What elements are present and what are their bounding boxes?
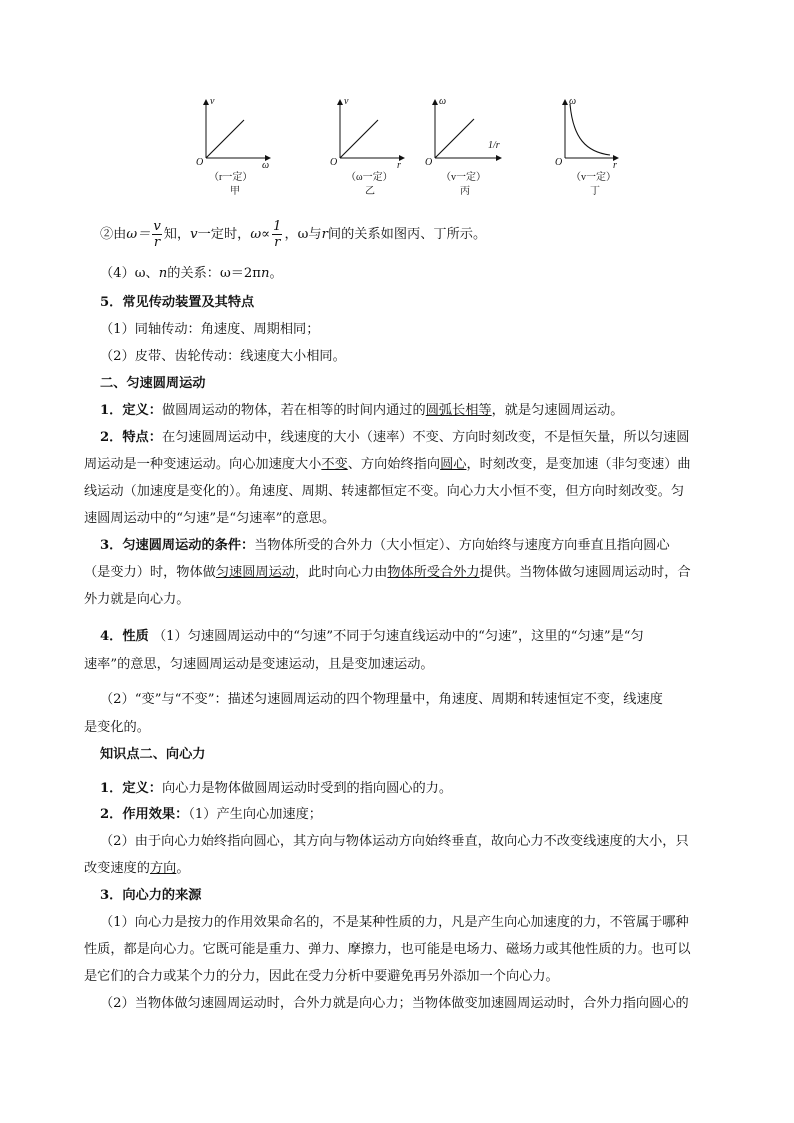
definition-paragraph: 1．定义：做圆周运动的物体，若在相等的时间内通过的圆弧长相等，就是匀速圆周运动。 xyxy=(100,403,624,418)
graph-ding xyxy=(555,96,618,197)
omega-n-relation: （4）ω、n的关系：ω＝2πn。 xyxy=(100,266,283,281)
graph-yi-origin: O xyxy=(330,157,338,168)
centripetal-definition: 1．定义：向心力是物体做圆周运动时受到的指向圆心的力。 xyxy=(100,781,453,796)
fraction-v-over-r: $\frac{v}{r}$ xyxy=(153,219,161,250)
relationship-graphs xyxy=(190,92,640,204)
effect-line-1: 2．作用效果：（1）产生向心加速度； xyxy=(100,807,322,822)
section-5-title: 5．常见传动装置及其特点 xyxy=(100,295,255,310)
graph-bing-y-label: ω xyxy=(439,96,447,107)
graph-ding-condition: （v一定） xyxy=(571,172,616,183)
graph-bing-condition: （v一定） xyxy=(441,172,486,183)
source-line-1: （1）向心力是按力的作用效果命名的，不是某种性质的力，凡是产生向心加速度的力，不管属于哪种 xyxy=(100,915,689,930)
features-line-2: 周运动是一种变速运动。向心加速度大小不变、方向始终指向圆心，时刻改变，是变加速（非匀变速）曲 xyxy=(84,457,691,472)
graph-jia-x-label: ω xyxy=(262,160,270,171)
graph-jia-y-label: v xyxy=(210,96,215,107)
knowledge-point-2-heading: 知识点二、向心力 xyxy=(100,747,206,762)
graph-bing-origin: O xyxy=(425,157,433,168)
graph-bing xyxy=(425,96,501,197)
graph-yi-y-label: v xyxy=(344,96,349,107)
graph-ding-curve xyxy=(570,104,610,155)
property-line-2: 速率”的意思，匀速圆周运动是变速运动，且是变加速运动。 xyxy=(84,657,434,672)
graph-ding-label: 丁 xyxy=(590,186,600,197)
graph-jia-label: 甲 xyxy=(230,186,240,197)
features-line-4: 速圆周运动中的“匀速”是“匀速率”的意思。 xyxy=(84,511,336,526)
features-line-1: 2．特点：在匀速圆周运动中，线速度的大小（速率）不变、方向时刻改变，不是恒矢量，所以匀速圆 xyxy=(100,430,690,445)
source-line-2: 性质，都是向心力。它既可能是重力、弹力、摩擦力，也可能是电场力、磁场力或其他性质的力。也可以 xyxy=(84,942,691,957)
graph-bing-curve xyxy=(435,119,474,158)
graph-jia-origin: O xyxy=(196,157,204,168)
graphs-svg xyxy=(190,92,640,204)
features-line-3: 线运动（加速度是变化的）。角速度、周期、转速都恒定不变。向心力大小恒不变，但方向时刻改变。匀 xyxy=(84,484,685,499)
graph-ding-y-label: ω xyxy=(569,96,577,107)
graph-jia-curve xyxy=(206,120,244,158)
graph-jia-condition: （r一定） xyxy=(209,172,253,183)
effect-line-3: 改变速度的方向。 xyxy=(84,861,190,876)
graph-ding-x-label: r xyxy=(613,160,617,171)
graph-yi-curve xyxy=(340,120,378,158)
graph-jia xyxy=(196,96,270,197)
source-line-4: （2）当物体做匀速圆周运动时，合外力就是向心力；当物体做变加速圆周运动时，合外力指向圆心的 xyxy=(100,996,689,1011)
property-line-1: 4．性质 （1）匀速圆周运动中的“匀速”不同于匀速直线运动中的“匀速”，这里的“匀速”是“匀 xyxy=(100,629,644,644)
source-line-3: 是它们的合力或某个力的分力，因此在受力分析中要避免再另外添加一个向心力。 xyxy=(84,969,559,984)
coaxial-transmission: （1）同轴传动：角速度、周期相同； xyxy=(100,322,320,337)
graph-yi-label: 乙 xyxy=(365,186,375,197)
property-line-3: （2）“变”与“不变”：描述匀速圆周运动的四个物理量中，角速度、周期和转速恒定不变，线速度 xyxy=(100,692,663,707)
graph-ding-origin: O xyxy=(555,157,563,168)
property-line-4: 是变化的。 xyxy=(84,720,150,735)
fraction-1-over-r: $\frac{1}{r}$ xyxy=(273,219,282,250)
condition-line-2: （是变力）时，物体做匀速圆周运动，此时向心力由物体所受合外力提供。当物体做匀速圆周运动时，合 xyxy=(84,565,691,580)
graph-yi-x-label: r xyxy=(397,160,401,171)
omega-relation-line: ②由ω＝ $\frac{v}{r}$ 知，v一定时，ω∝ $\frac{1}{r}$ ，ω与r间的关系如图丙、丁所示。 xyxy=(100,219,487,250)
graph-yi-condition: （ω一定） xyxy=(346,172,393,183)
condition-line-1: 3．匀速圆周运动的条件：当物体所受的合外力（大小恒定）、方向始终与速度方向垂直且指向圆心 xyxy=(100,538,670,553)
graph-bing-x-label: 1/r xyxy=(488,140,500,151)
condition-line-3: 外力就是向心力。 xyxy=(84,592,190,607)
belt-gear-transmission: （2）皮带、齿轮传动：线速度大小相同。 xyxy=(100,349,346,364)
section-heading-uniform-circular-motion: 二、匀速圆周运动 xyxy=(100,376,206,391)
graph-yi xyxy=(330,96,404,197)
effect-line-2: （2）由于向心力始终指向圆心，其方向与物体运动方向始终垂直，故向心力不改变线速度的大小，只 xyxy=(100,834,689,849)
graph-bing-label: 丙 xyxy=(460,186,470,197)
source-heading: 3．向心力的来源 xyxy=(100,888,202,903)
